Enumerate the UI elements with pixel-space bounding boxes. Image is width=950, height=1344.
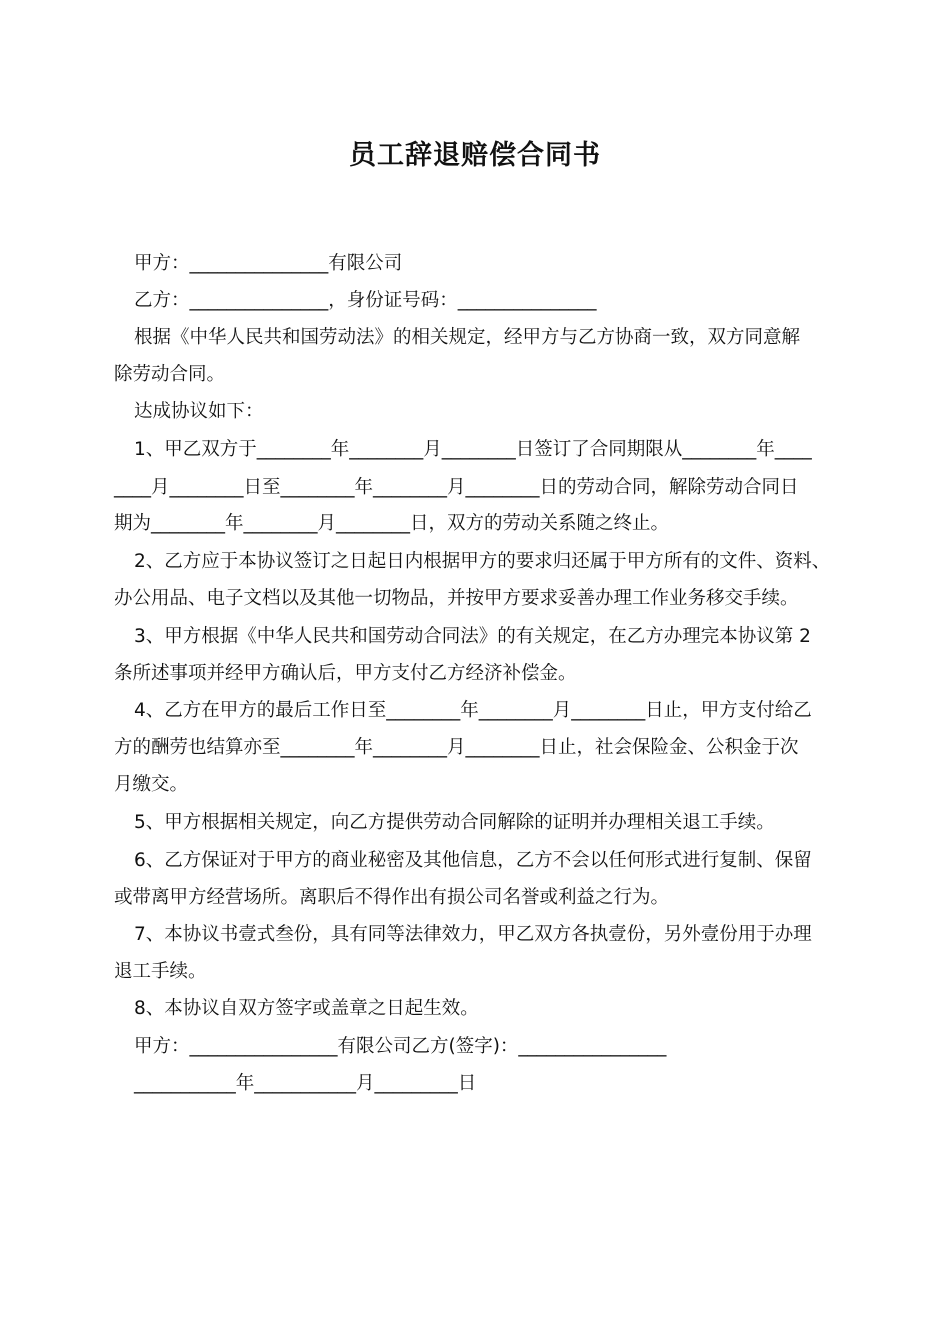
clause-2-line-1: 2、乙方应于本协议签订之日起日内根据甲方的要求归还属于甲方所有的文件、资料、	[134, 551, 831, 572]
clause-1-line-2: ____月________日至________年________月________日的劳动合同，解除劳动合同日	[114, 477, 799, 498]
clause-4-line-2: 方的酬劳也结算亦至________年________月________日止，社会保险金、公积金于次	[114, 737, 799, 758]
party-a-line: 甲方：_______________有限公司	[134, 253, 403, 274]
clause-7-line-1: 7、本协议书壹式叁份，具有同等法律效力，甲乙双方各执壹份，另外壹份用于办理	[134, 924, 812, 945]
clause-4-line-3: 月缴交。	[114, 774, 189, 795]
clause-3-line-2: 条所述事项并经甲方确认后，甲方支付乙方经济补偿金。	[114, 663, 577, 684]
preamble-line-1: 根据《中华人民共和国劳动法》的相关规定，经甲方与乙方协商一致，双方同意解	[134, 327, 801, 348]
clause-4-line-1: 4、乙方在甲方的最后工作日至________年________月________日止，甲方支付给乙	[134, 700, 812, 721]
signature-line: 甲方：________________有限公司乙方(签字)：________________	[134, 1036, 667, 1057]
signature-date-line: ___________年___________月_________日	[134, 1073, 477, 1094]
document-title: 员工辞退赔偿合同书	[349, 140, 601, 171]
clause-8-line-1: 8、本协议自双方签字或盖章之日起生效。	[134, 998, 479, 1019]
agreement-heading: 达成协议如下：	[134, 401, 264, 422]
clause-6-line-1: 6、乙方保证对于甲方的商业秘密及其他信息，乙方不会以任何形式进行复制、保留	[134, 850, 812, 871]
preamble-line-2: 除劳动合同。	[114, 364, 226, 385]
clause-6-line-2: 或带离甲方经营场所。离职后不得作出有损公司名誉或利益之行为。	[114, 887, 670, 908]
clause-1-line-1: 1、甲乙双方于________年________月________日签订了合同期限从________年____	[134, 439, 812, 460]
clause-1-line-3: 期为________年________月________日，双方的劳动关系随之终止。	[114, 513, 670, 534]
clause-5-line-1: 5、甲方根据相关规定，向乙方提供劳动合同解除的证明并办理相关退工手续。	[134, 812, 775, 833]
clause-3-line-1: 3、甲方根据《中华人民共和国劳动合同法》的有关规定，在乙方办理完本协议第 2	[134, 626, 811, 647]
party-b-line: 乙方：_______________，身份证号码：_______________	[134, 290, 597, 311]
clause-7-line-2: 退工手续。	[114, 961, 207, 982]
clause-2-line-2: 办公用品、电子文档以及其他一切物品，并按甲方要求妥善办理工作业务移交手续。	[114, 588, 799, 609]
